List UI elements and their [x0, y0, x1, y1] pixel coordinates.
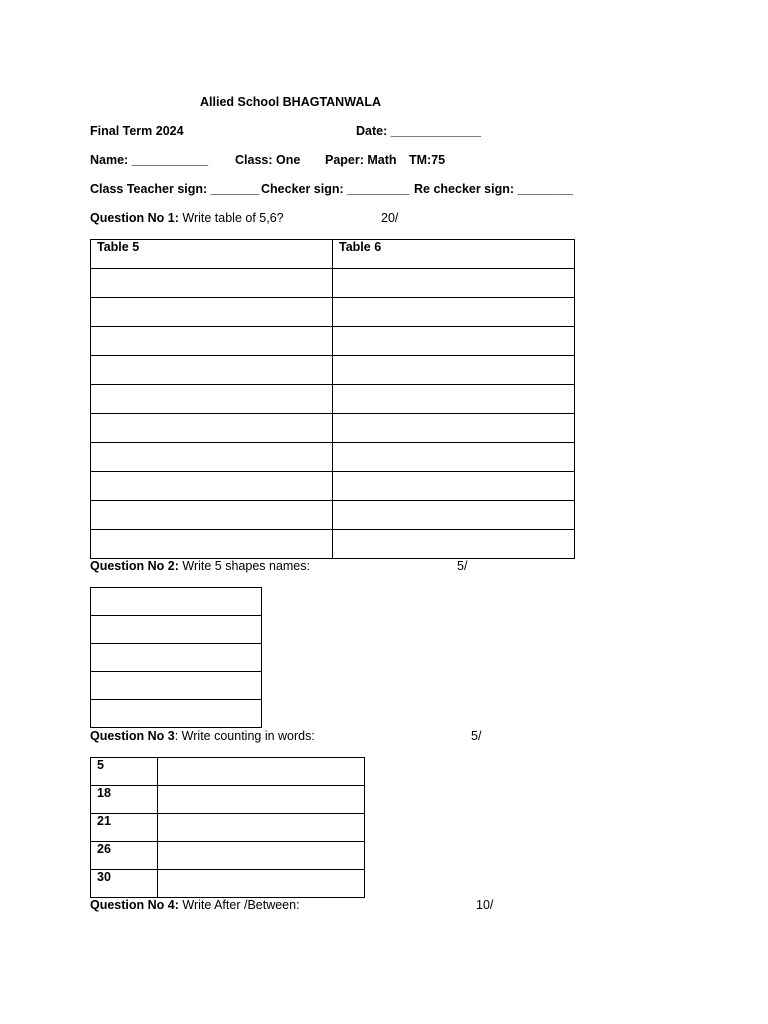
table-6-header: Table 6 [333, 240, 575, 269]
word-answer-cell[interactable] [158, 842, 365, 870]
number-cell: 5 [91, 758, 158, 786]
question-3-text: : Write counting in words: [174, 729, 315, 743]
shape-answer-cell[interactable] [91, 616, 262, 644]
question-1-marks: 20/ [381, 211, 399, 225]
class-teacher-sign: Class Teacher sign: _______ [90, 182, 260, 196]
table-5-cell[interactable] [91, 269, 333, 298]
question-1-label: Question No 1: [90, 211, 179, 225]
table-row [91, 298, 575, 327]
table-row [91, 870, 365, 898]
term-label: Final Term 2024 [90, 124, 184, 138]
word-answer-cell[interactable] [158, 814, 365, 842]
total-marks-label: TM:75 [409, 153, 446, 167]
question-2-label: Question No 2: [90, 559, 179, 573]
table-5-header: Table 5 [91, 240, 333, 269]
question-1-text: Write table of 5,6? [178, 211, 284, 225]
shape-answer-cell[interactable] [91, 700, 262, 728]
shape-answer-cell[interactable] [91, 644, 262, 672]
number-cell: 26 [91, 842, 158, 870]
table-row [91, 414, 575, 443]
question-4-label: Question No 4: [90, 898, 179, 912]
table-row [91, 385, 575, 414]
question-2-text: Write 5 shapes names: [178, 559, 310, 573]
table-5-cell[interactable] [91, 327, 333, 356]
table-row [91, 269, 575, 298]
number-cell: 18 [91, 786, 158, 814]
shape-answer-cell[interactable] [91, 588, 262, 616]
number-cell: 30 [91, 870, 158, 898]
table-6-cell[interactable] [333, 356, 575, 385]
shapes-answer-grid [90, 587, 262, 728]
date-field: Date: _____________ [356, 124, 482, 138]
table-6-cell[interactable] [333, 327, 575, 356]
rechecker-sign: Re checker sign: ________ [414, 182, 574, 196]
table-6-cell[interactable] [333, 269, 575, 298]
table-6-cell[interactable] [333, 298, 575, 327]
checker-sign: Checker sign: _________ [261, 182, 410, 196]
question-4 [90, 898, 300, 912]
table-header-row [91, 240, 575, 269]
table-5-cell[interactable] [91, 443, 333, 472]
table-row [91, 501, 575, 530]
question-4-text: Write After /Between: [178, 898, 300, 912]
table-row [91, 842, 365, 870]
table-row [91, 786, 365, 814]
paper-label: Paper: Math [325, 153, 397, 167]
table-6-cell[interactable] [333, 530, 575, 559]
table-row [91, 814, 365, 842]
table-6-cell[interactable] [333, 443, 575, 472]
table-row [91, 700, 262, 728]
table-5-cell[interactable] [91, 414, 333, 443]
table-6-cell[interactable] [333, 501, 575, 530]
question-2-marks: 5/ [457, 559, 468, 573]
number-cell: 21 [91, 814, 158, 842]
word-answer-cell[interactable] [158, 870, 365, 898]
question-3 [90, 729, 315, 743]
table-5-cell[interactable] [91, 501, 333, 530]
table-5-cell[interactable] [91, 356, 333, 385]
table-row [91, 472, 575, 501]
table-row [91, 530, 575, 559]
school-title: Allied School BHAGTANWALA [200, 95, 382, 109]
table-6-cell[interactable] [333, 472, 575, 501]
table-row [91, 758, 365, 786]
table-row [91, 443, 575, 472]
table-row [91, 356, 575, 385]
shape-answer-cell[interactable] [91, 672, 262, 700]
table-5-cell[interactable] [91, 298, 333, 327]
question-2 [90, 559, 310, 573]
word-answer-cell[interactable] [158, 786, 365, 814]
table-row [91, 616, 262, 644]
table-row [91, 588, 262, 616]
table-6-cell[interactable] [333, 414, 575, 443]
table-6-cell[interactable] [333, 385, 575, 414]
counting-words-grid [90, 757, 365, 898]
multiplication-table-grid [90, 239, 575, 559]
question-4-marks: 10/ [476, 898, 494, 912]
table-5-cell[interactable] [91, 385, 333, 414]
question-1 [90, 211, 284, 225]
table-row [91, 672, 262, 700]
table-5-cell[interactable] [91, 472, 333, 501]
question-3-label: Question No 3 [90, 729, 175, 743]
table-5-cell[interactable] [91, 530, 333, 559]
name-field: Name: ___________ [90, 153, 209, 167]
word-answer-cell[interactable] [158, 758, 365, 786]
question-3-marks: 5/ [471, 729, 482, 743]
table-row [91, 644, 262, 672]
class-label: Class: One [235, 153, 301, 167]
table-row [91, 327, 575, 356]
